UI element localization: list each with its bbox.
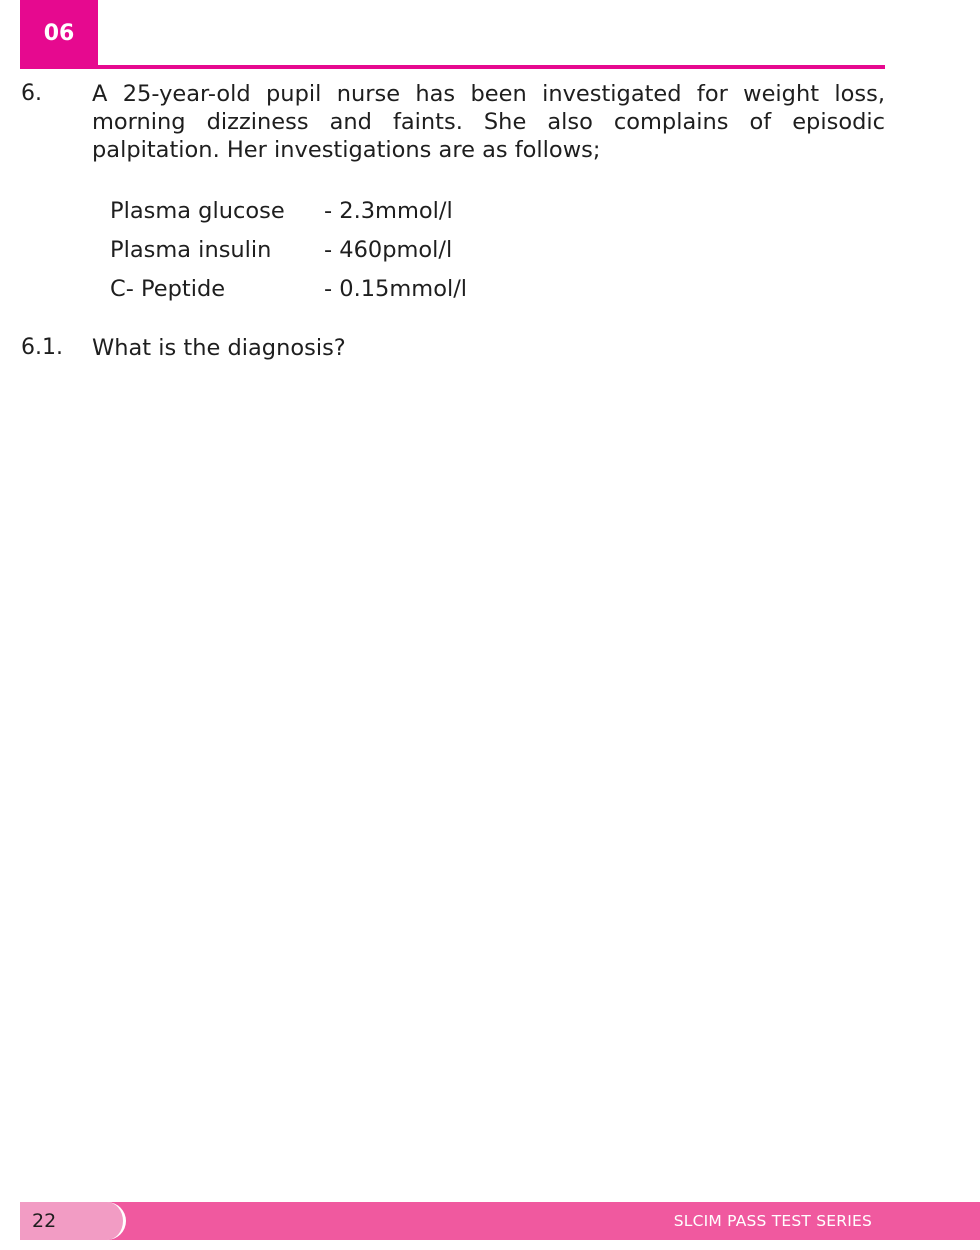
page-number: 22 [32, 1210, 57, 1232]
investigation-label: Plasma insulin [110, 236, 272, 263]
investigations-table [110, 191, 467, 308]
investigation-value: - 460pmol/l [324, 236, 453, 263]
header-divider [20, 65, 885, 69]
investigation-label: Plasma glucose [110, 197, 285, 224]
section-number: 06 [43, 20, 75, 46]
investigation-label: C- Peptide [110, 275, 226, 302]
section-number-tab [20, 0, 98, 66]
question-number: 6. [21, 81, 42, 106]
subquestion-number: 6.1. [21, 335, 63, 360]
subquestion-text: What is the diagnosis? [92, 335, 346, 361]
investigation-row [110, 191, 467, 230]
investigation-row [110, 230, 467, 269]
series-title: SLCIM PASS TEST SERIES [673, 1212, 872, 1230]
investigation-row [110, 269, 467, 308]
question-text: A 25-year-old pupil nurse has been investigated for weight loss, morning dizziness and faints. She also complains of episodic palpitation. Her investigations are as follows; [92, 81, 885, 163]
page-number-tab [20, 1202, 126, 1240]
investigation-value: - 0.15mmol/l [324, 275, 468, 302]
investigation-value: - 2.3mmol/l [324, 197, 453, 224]
